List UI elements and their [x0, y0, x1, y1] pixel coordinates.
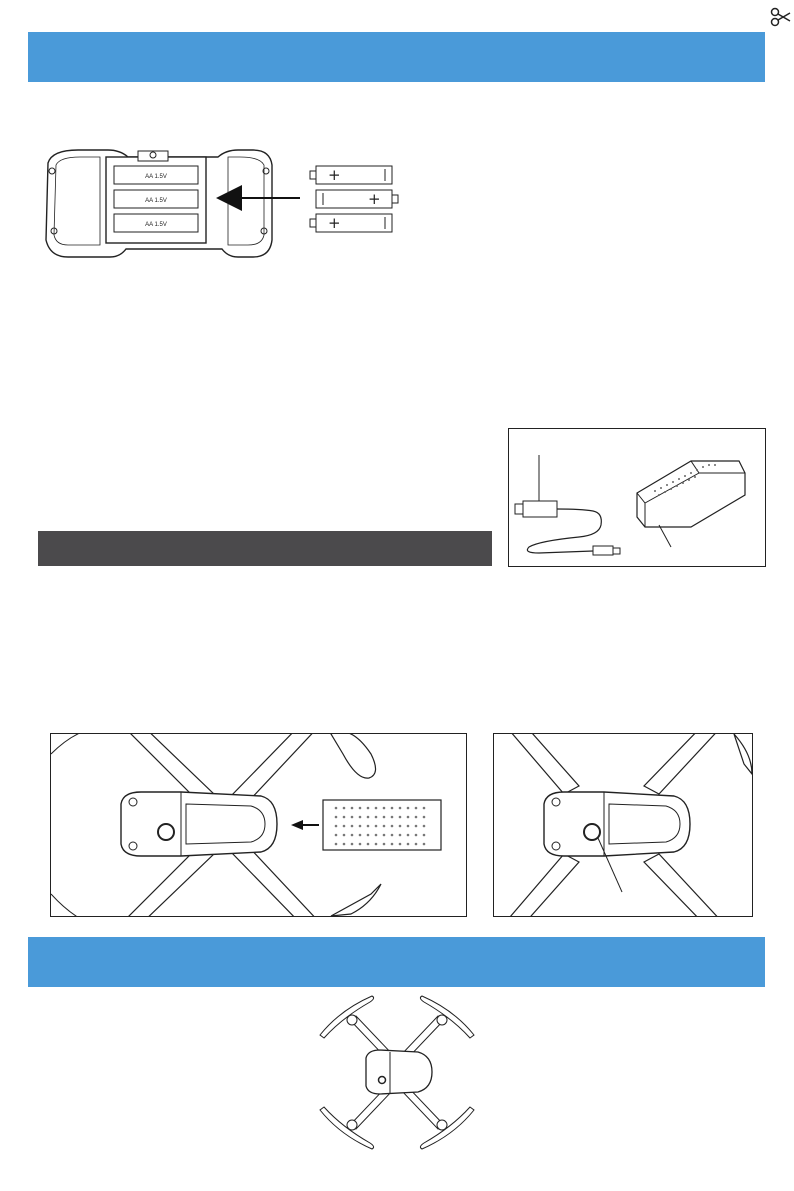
drone-body: [121, 792, 277, 856]
compartment-label-2: AA 1.5V: [145, 198, 167, 204]
section-header-unfold: [28, 937, 765, 987]
unfolded-drone-illustration: [310, 990, 484, 1155]
flight-battery: [637, 461, 745, 527]
micro-usb-plug: [593, 546, 613, 555]
scissors-icon: [770, 6, 792, 28]
section-header-remote: [28, 32, 765, 82]
power-button: [584, 824, 600, 840]
compartment-label-1: AA 1.5V: [145, 174, 167, 180]
charging-illustration-panel: [508, 428, 766, 567]
battery-plus-2: +: [368, 190, 381, 208]
aa-batteries: [310, 166, 398, 232]
section-header-charging: [38, 531, 492, 566]
usb-plug: [523, 501, 557, 517]
remote-battery-illustration: [38, 135, 408, 265]
compartment-label-3: AA 1.5V: [145, 222, 167, 228]
battery-pointer-line: [659, 525, 671, 547]
battery-insert-panel: [50, 733, 467, 917]
drone-body: [544, 792, 690, 856]
battery-plus-1: +: [328, 166, 341, 184]
battery-plus-3: +: [328, 214, 341, 232]
power-button-panel: [493, 733, 753, 917]
